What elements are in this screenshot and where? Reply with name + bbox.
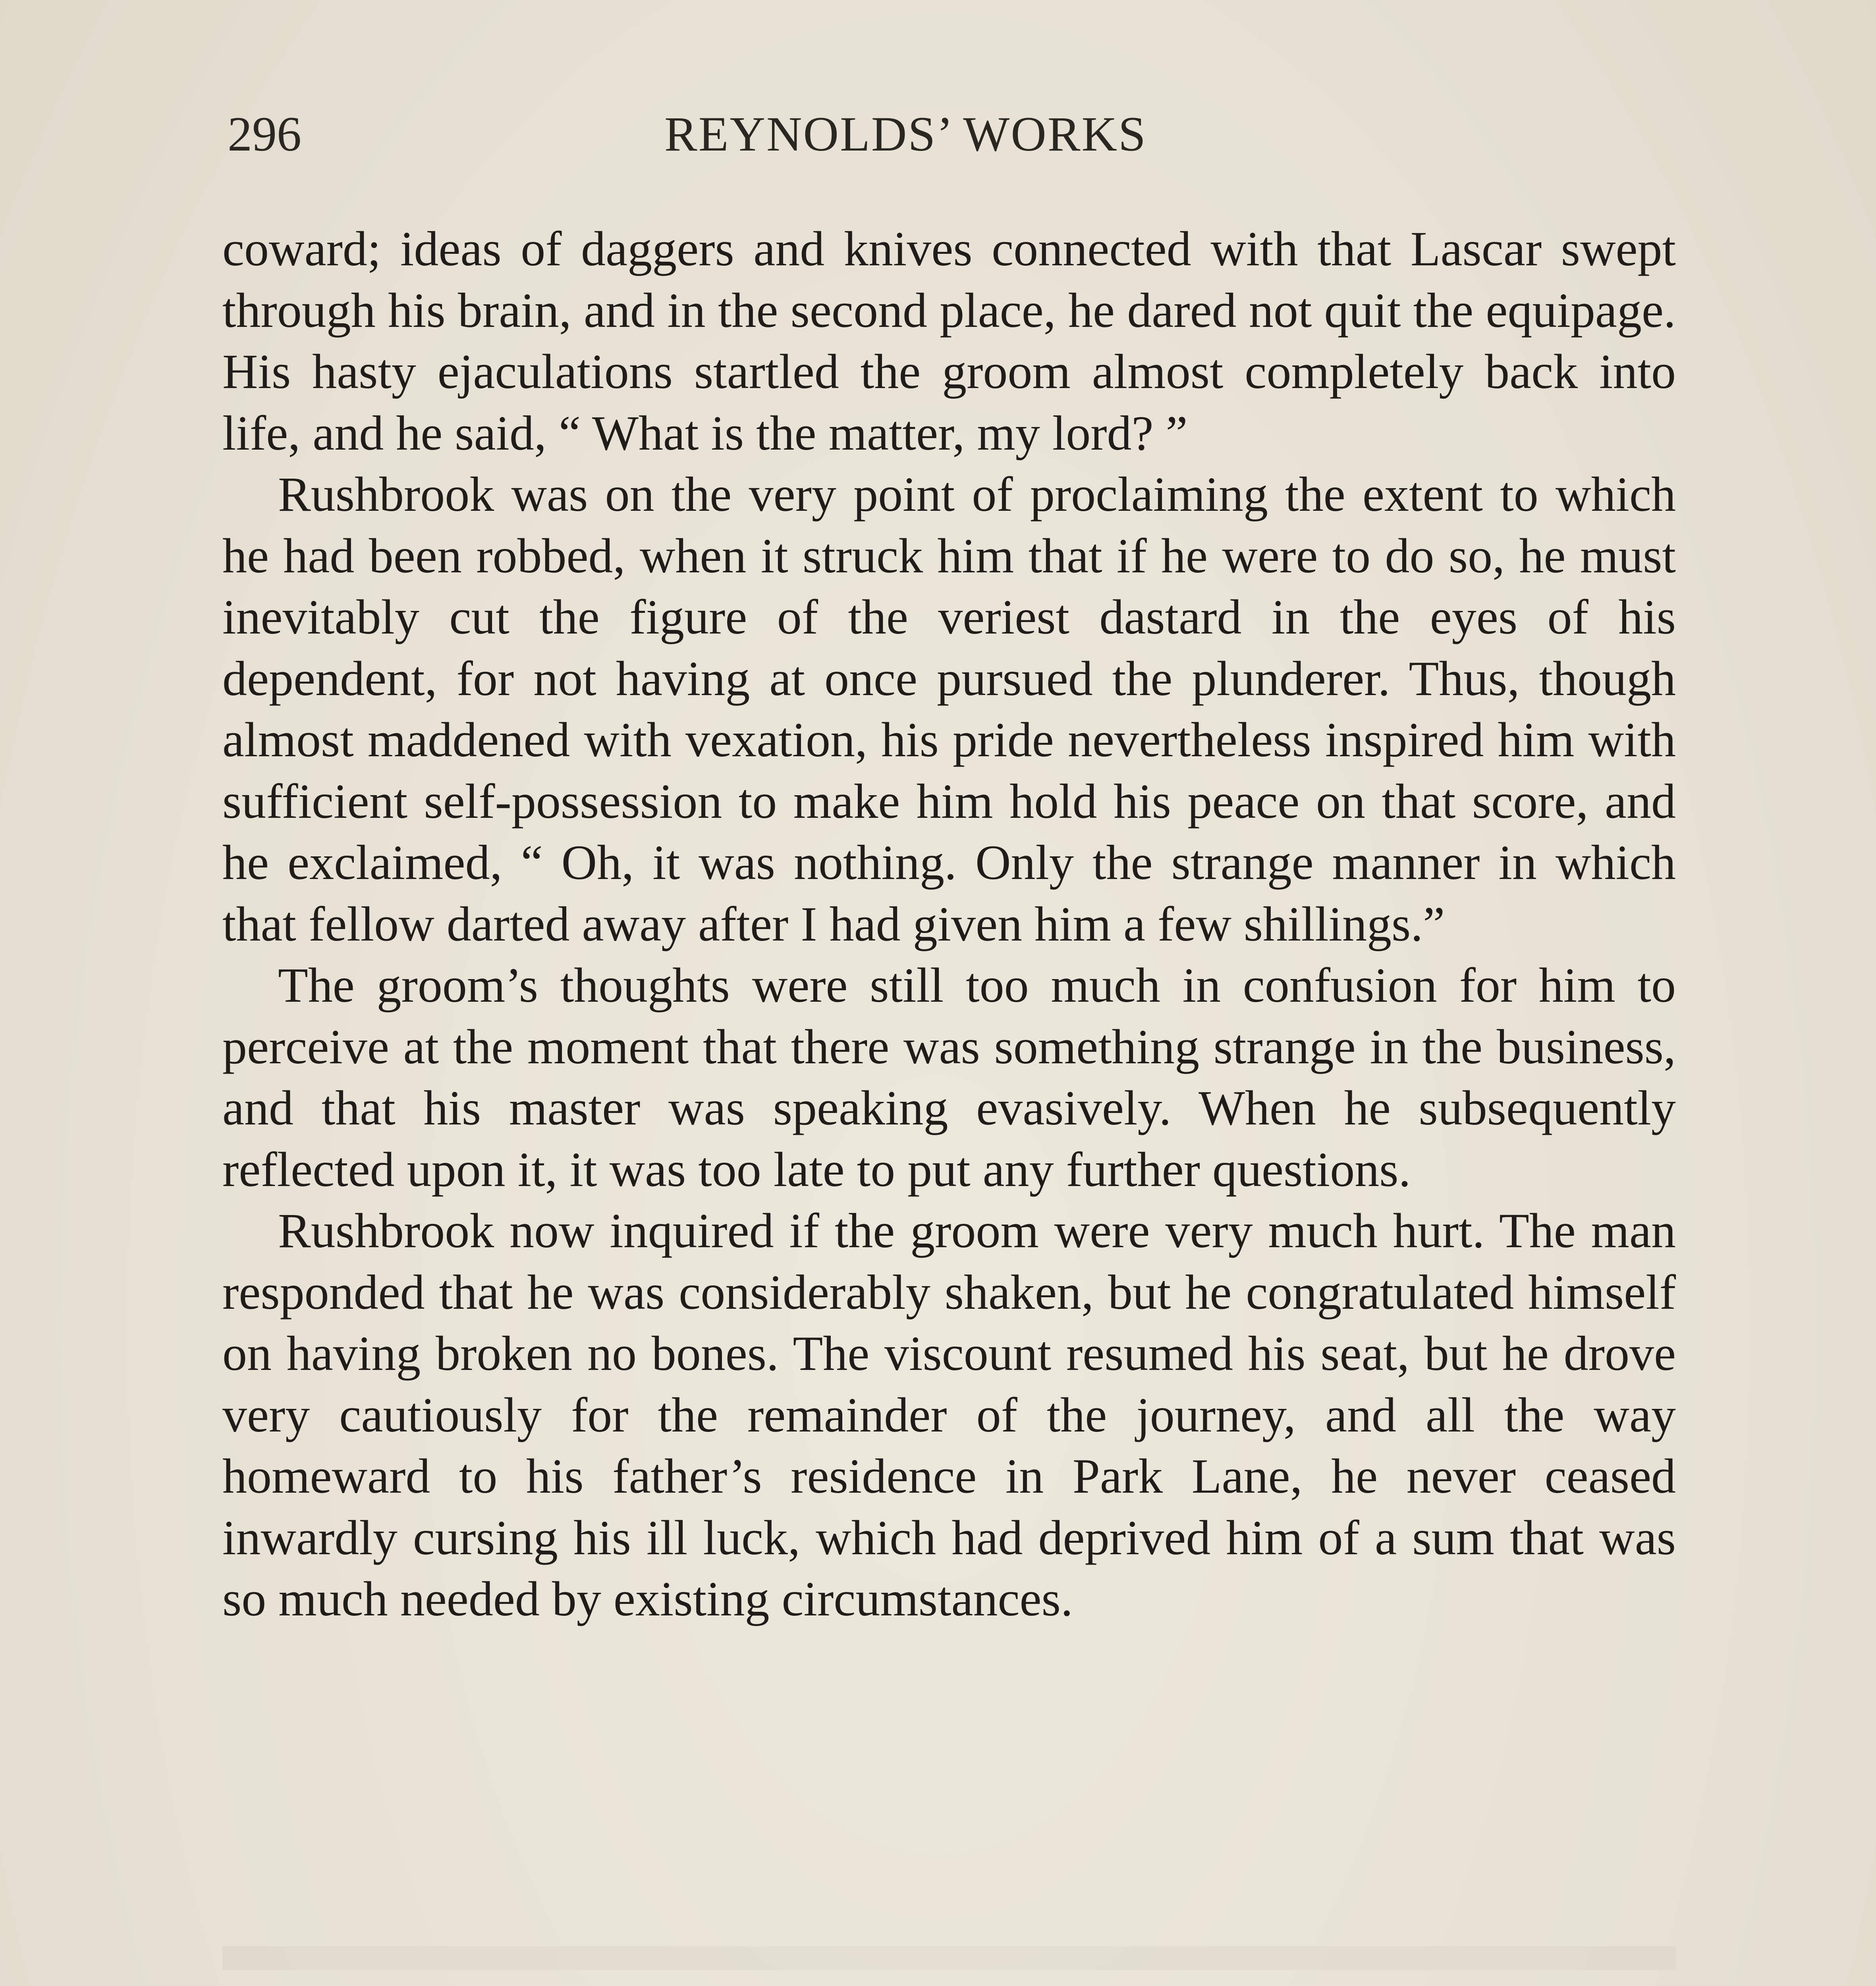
paragraph: coward; ideas of daggers and knives connected with that Lascar swept through his brain, and in the second place, he dared not quit the equipage. His hasty ejaculations startled the groom almost completely back into life, and he said, “ What is the matter, my lord? ” xyxy=(222,222,1676,460)
paragraph: The groom’s thoughts were still too much in confusion for him to perceive at the moment that there was something strange in the business, and that his master was speaking evasively. When he subsequently reflected upon it, it was too late to put any further questions. xyxy=(222,958,1676,1197)
paragraph: Rushbrook was on the very point of proclaiming the extent to which he had been robbed, when it struck him that if he were to do so, he must inevitably cut the figure of the veriest dastard in the eyes of his dependent, for not having at once pursued the plunderer. Thus, though almost maddened with vexation, his pride nevertheless inspired him with sufficient self-possession to make him hold his peace on that score, and he exclaimed, “ Oh, it was nothing. Only the strange manner in which that fellow darted away after I had given him a few shillings.” xyxy=(222,467,1676,951)
running-head: REYNOLDS’ WORKS xyxy=(664,107,1147,161)
paragraph: Rushbrook now inquired if the groom were very much hurt. The man responded that he was considerably shaken, but he congratulated himself on having broken no bones. The viscount resumed his seat, but he drove very cautiously for the remainder of the journey, and all the way homeward to his father’s residence in Park Lane, he never ceased inwardly cursing his ill luck, which had deprived him of a sum that was so much needed by existing circumstances. xyxy=(222,1204,1676,1626)
page-header xyxy=(228,102,1673,166)
page-number: 296 xyxy=(228,107,301,161)
body-text xyxy=(222,218,1676,1630)
show-through-texture xyxy=(222,1946,1676,1986)
